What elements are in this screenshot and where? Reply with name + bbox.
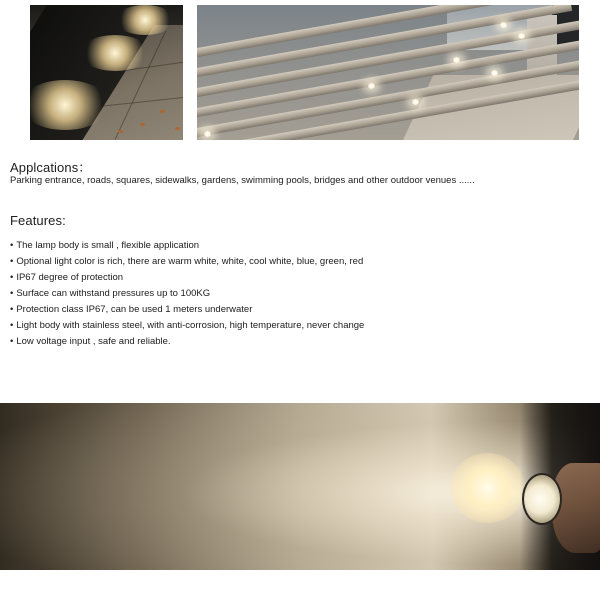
- feature-item: [10, 238, 364, 254]
- step-light: [203, 131, 212, 137]
- feature-item: [10, 254, 364, 270]
- feature-item: [10, 334, 364, 350]
- bullet-icon: •: [10, 240, 14, 251]
- walkway-lights-photo: [30, 5, 183, 140]
- feature-text: Light body with stainless steel, with anti-corrosion, high temperature, never change: [16, 320, 365, 331]
- step-light: [411, 99, 420, 105]
- lamp-head: [522, 473, 562, 525]
- features-heading: Features:: [10, 213, 66, 228]
- bullet-icon: •: [10, 272, 14, 283]
- fallen-leaf: [118, 130, 123, 133]
- feature-item: [10, 302, 364, 318]
- features-list: [10, 238, 364, 350]
- flashlight-beam-photo: [0, 403, 600, 570]
- bullet-icon: •: [10, 304, 14, 315]
- fallen-leaf: [160, 110, 165, 113]
- bullet-icon: •: [10, 256, 14, 267]
- bullet-icon: •: [10, 288, 14, 299]
- fallen-leaf: [175, 127, 180, 130]
- staircase-lights-photo: [197, 5, 579, 140]
- applications-heading: Applcations：: [10, 160, 92, 175]
- feature-text: The lamp body is small , flexible application: [16, 240, 200, 251]
- recessed-light-glow: [80, 35, 150, 71]
- bullet-icon: •: [10, 320, 14, 331]
- feature-text: Optional light color is rich, there are warm white, white, cool white, blue, green, red: [16, 256, 364, 267]
- feature-text: Protection class IP67, can be used 1 meters underwater: [16, 304, 253, 315]
- fallen-leaf: [140, 123, 145, 126]
- step-light: [490, 70, 499, 76]
- beam-hot-spot: [450, 453, 525, 523]
- feature-text: Low voltage input , safe and reliable.: [16, 336, 171, 347]
- feature-item: [10, 270, 364, 286]
- feature-text: Surface can withstand pressures up to 100KG: [16, 288, 211, 299]
- applications-text: Parking entrance, roads, squares, sidewalks, gardens, swimming pools, bridges and other outdoor venues ......: [10, 175, 475, 186]
- step-light: [452, 57, 461, 63]
- feature-item: [10, 318, 364, 334]
- recessed-light-glow: [115, 5, 175, 35]
- feature-text: IP67 degree of protection: [16, 272, 124, 283]
- step-light: [499, 22, 508, 28]
- step-light: [367, 83, 376, 89]
- step-light: [517, 33, 526, 39]
- feature-item: [10, 286, 364, 302]
- bullet-icon: •: [10, 336, 14, 347]
